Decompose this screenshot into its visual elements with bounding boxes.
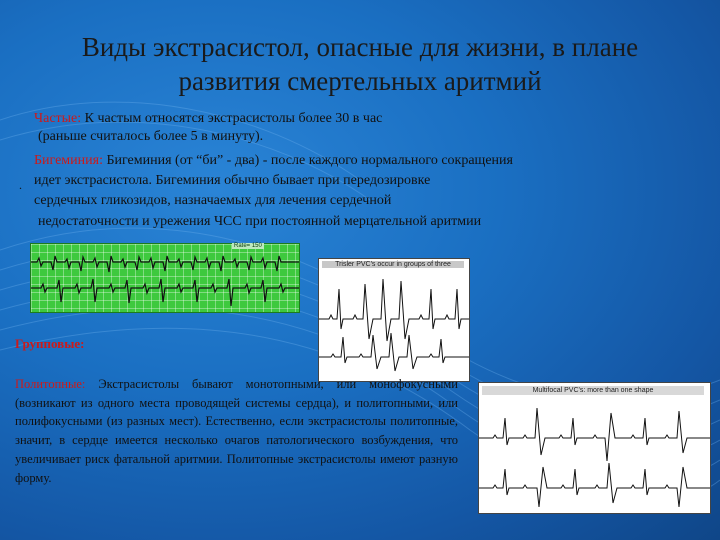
- bigeminy-label: Бигеминия:: [34, 153, 103, 168]
- bigeminy-line: [34, 152, 513, 169]
- ecg-triplet-figure: [318, 258, 470, 382]
- frequent-text: К частым относятся экстрасистолы более 30 в час: [81, 111, 383, 126]
- group-label: Групповые:: [15, 336, 85, 351]
- polytopic-paragraph: [15, 375, 458, 487]
- bigeminy-text3: сердечных гликозидов, назначаемых для лечения сердечной: [34, 193, 392, 208]
- ecg-multifocal-title: Multifocal PVC's: more than one shape: [482, 386, 704, 395]
- bigeminy-text1: Бигеминия (от “би” - два) - после каждого нормального сокращения: [102, 153, 513, 168]
- ecg-bigeminy-strip: [30, 243, 300, 313]
- poly-text: Экстрасистолы бывают монотопными, или монофокусными (возникают из одного места проводящей системы сердца), и политопными, или полифокусными (из разных мест). Естественно, если экстрасистолы политопные, значит, в сердце имеется несколько очагов патологического возбуждения, что увеличивает риск фатальной аритмии. Политопные экстрасистолы имеют разную форму.: [15, 377, 458, 485]
- frequent-label: Частые:: [34, 111, 82, 126]
- poly-label: Политопные:: [15, 377, 86, 391]
- ecg-triplet-trace: [319, 259, 469, 381]
- slide-title: Виды экстрасистол, опасные для жизни, в плане развития смертельных аритмий: [81, 32, 639, 96]
- bigeminy-text4: недостаточности и урежения ЧСС при постоянной мерцательной аритмии: [38, 214, 482, 229]
- ecg-triplet-title: Trisler PVC's occur in groups of three: [322, 261, 464, 268]
- frequent-text2: (раньше считалось более 5 в минуту).: [38, 129, 264, 144]
- bigeminy-text2: идет экстрасистола. Бигеминия обычно бывает при передозировке: [34, 173, 431, 188]
- ecg-multifocal-trace: [479, 383, 710, 513]
- ecg-bigeminy-trace: [31, 244, 299, 312]
- bullet-dot: .: [19, 178, 22, 192]
- ecg-multifocal-figure: [478, 382, 711, 514]
- frequent-line: [34, 110, 382, 127]
- ecg-rate-label: Rate= 150: [234, 243, 262, 249]
